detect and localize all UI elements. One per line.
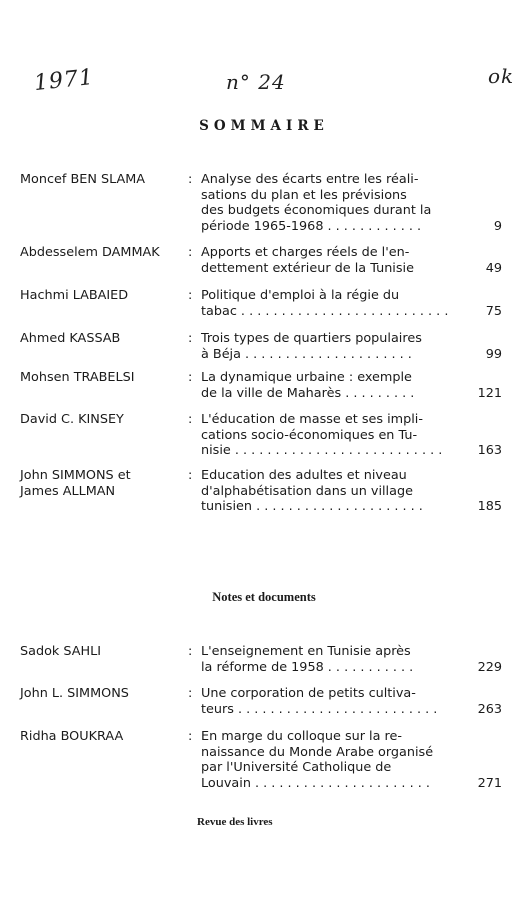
entry-title: Apports et charges réels de l'en- dettement extérieur de la Tunisie — [201, 245, 414, 276]
entry-author: Mohsen TRABELSI — [20, 370, 135, 385]
entry-page-number: 271 — [477, 775, 502, 791]
entry-author: Moncef BEN SLAMA — [20, 172, 146, 187]
entry-author: Abdesselem DAMMAK — [20, 245, 160, 260]
entry-author: Ahmed KASSAB — [20, 331, 121, 346]
entry-author: Sadok SAHLI — [20, 644, 102, 659]
entry-title: En marge du colloque sur la re- naissance du Monde Arabe organisé par l'Université Catholique de Louvain . . . . . . . . . . . . . . . . . . . . . . — [201, 729, 434, 791]
handwritten-issue-number: n° 24 — [226, 70, 286, 94]
entry-title: L'éducation de masse et ses impli- cations socio-économiques en Tu- nisie . . . . . . . . . . . . . . . . . . . . . . . . . . — [201, 412, 443, 458]
entry-title: La dynamique urbaine : exemple de la ville de Maharès . . . . . . . . . — [201, 370, 415, 401]
handwritten-year: 1971 — [32, 64, 96, 97]
entry-title: Education des adultes et niveau d'alphabétisation dans un village tunisien . . . . . . . . . . . . . . . . . . . . . — [201, 468, 423, 514]
entry-title: Une corporation de petits cultiva- teurs . . . . . . . . . . . . . . . . . . . . . . . . . — [201, 686, 438, 717]
entry-page-number: 121 — [477, 385, 502, 401]
entry-page-number: 229 — [477, 659, 502, 675]
page-title: SOMMAIRE — [199, 118, 329, 134]
entry-page-number: 263 — [477, 701, 502, 717]
entry-title: Trois types de quartiers populaires à Béja . . . . . . . . . . . . . . . . . . . . . — [201, 331, 422, 362]
entry-page-number: 9 — [493, 218, 502, 234]
entry-page-number: 99 — [485, 346, 502, 362]
entry-title: L'enseignement en Tunisie après la réforme de 1958 . . . . . . . . . . . — [201, 644, 414, 675]
entry-author: John L. SIMMONS — [20, 686, 129, 701]
entry-author: Ridha BOUKRAA — [20, 729, 124, 744]
handwritten-ok-mark: ok — [488, 64, 515, 88]
entry-author: John SIMMONS et James ALLMAN — [20, 468, 131, 499]
entry-page-number: 75 — [485, 303, 502, 319]
notes-section-heading: Notes et documents — [212, 590, 316, 604]
entry-title: Analyse des écarts entre les réali- sations du plan et les prévisions des budgets économiques durant la période 1965-1968 . . . . . . . . . . . . — [201, 172, 432, 234]
entry-title: Politique d'emploi à la régie du tabac . . . . . . . . . . . . . . . . . . . . . . . . . . — [201, 288, 449, 319]
entry-page-number: 49 — [485, 260, 502, 276]
entry-author: David C. KINSEY — [20, 412, 124, 427]
entry-page-number: 185 — [477, 499, 502, 514]
entry-author: Hachmi LABAIED — [20, 288, 129, 303]
entry-page-number: 163 — [477, 443, 502, 458]
reviews-section-heading: Revue des livres — [197, 816, 273, 828]
